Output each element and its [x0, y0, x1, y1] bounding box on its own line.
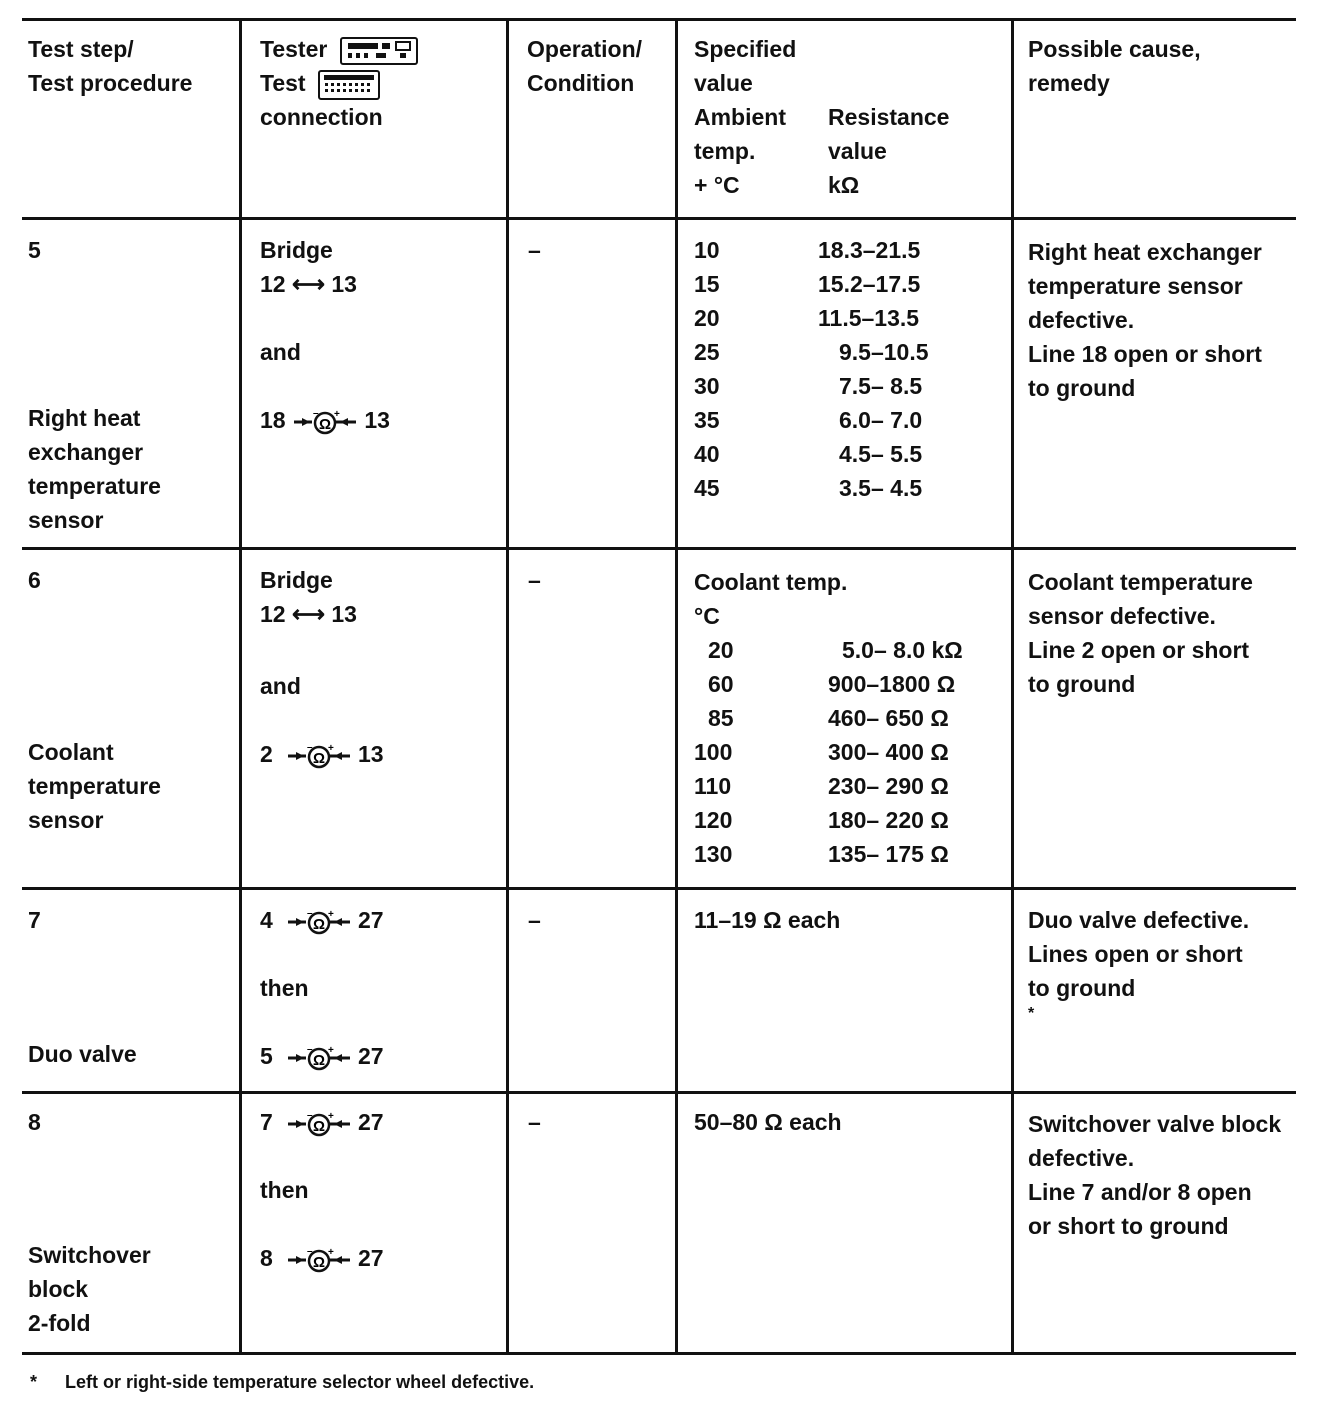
- value-row: 35 6.0– 7.0: [694, 407, 923, 433]
- row6-bottom-border: [22, 887, 1296, 890]
- header-ambient-temp: Ambient temp. + °C: [694, 104, 786, 198]
- ohmmeter-icon: [286, 743, 352, 769]
- ohmmeter-icon: [286, 1111, 352, 1137]
- row5-operation: –: [528, 237, 541, 263]
- footnote-mark: *: [30, 1372, 38, 1392]
- table-top-border: [22, 18, 1296, 21]
- svg-text:Ω: Ω: [312, 1051, 325, 1069]
- svg-text:–: –: [312, 408, 319, 419]
- row5-cause: Right heat exchanger temperature sensor defective. Line 18 open or short to ground: [1028, 239, 1262, 401]
- svg-text:–: –: [306, 1110, 313, 1121]
- value-row: 120 180– 220 Ω: [694, 807, 949, 833]
- value-row: 20 11.5–13.5: [694, 305, 920, 331]
- value-row: 10 18.3–21.5: [694, 237, 921, 263]
- row8-tester: 7 – Ω + 27 then 8 – Ω + 27: [260, 1105, 384, 1275]
- row7-meter-connection-1: 4 – Ω + 27: [260, 907, 384, 933]
- header-resistance: Resistance value kΩ: [828, 104, 950, 198]
- row5-tester: Bridge 12 ⟷ 13 and 18 – Ω + 13: [260, 233, 390, 437]
- header-test-step: Test step/ Test procedure: [28, 36, 193, 96]
- svg-text:–: –: [306, 908, 313, 919]
- row5-meter-connection: 18 – Ω + 13: [260, 407, 390, 433]
- value-row: 25 9.5–10.5: [694, 339, 929, 365]
- svg-text:+: +: [327, 742, 334, 754]
- row7-step: 7: [28, 907, 41, 933]
- row8-meter-connection-2: 8 – Ω + 27: [260, 1245, 384, 1271]
- row8-operation: –: [528, 1109, 541, 1135]
- header-tester: Tester Test connection: [260, 32, 418, 134]
- svg-text:Ω: Ω: [318, 415, 332, 433]
- row7-operation: –: [528, 907, 541, 933]
- value-row: 40 4.5– 5.5: [694, 441, 923, 467]
- footnote-text: Left or right-side temperature selector wheel defective.: [65, 1372, 535, 1392]
- row8-meter-connection-1: 7 – Ω + 27: [260, 1109, 384, 1135]
- value-row: 130 135– 175 Ω: [694, 841, 949, 867]
- value-row: 60 900–1800 Ω: [708, 671, 956, 697]
- row5-values: [694, 233, 994, 505]
- row6-values: Coolant temp. °C 20 5.0– 8.0 kΩ 60 900–1800 Ω 85 460– 650 Ω 100 300– 400 Ω 110 230– 290 Ω 120 180– 220 Ω 130 135– 175 Ω: [694, 565, 1004, 871]
- row7-value: 11–19 Ω each: [694, 907, 841, 933]
- col-divider-3: [675, 18, 678, 1355]
- row7-tester: 4 – Ω + 27 then 5 – Ω + 27: [260, 903, 384, 1073]
- ohmmeter-icon: [286, 909, 352, 935]
- row8-value: 50–80 Ω each: [694, 1109, 842, 1135]
- svg-text:+: +: [333, 408, 340, 420]
- row6-tester: Bridge 12 ⟷ 13 and 2 – Ω + 13: [260, 563, 384, 771]
- col-divider-4: [1011, 18, 1014, 1355]
- test-box-icon: [318, 70, 380, 100]
- svg-text:–: –: [306, 1246, 313, 1257]
- row6-step: 6: [28, 567, 41, 593]
- svg-text:Ω: Ω: [312, 915, 325, 933]
- row6-operation: –: [528, 567, 541, 593]
- ohmmeter-icon: [292, 409, 358, 435]
- svg-text:+: +: [327, 1110, 334, 1122]
- header-specified-value: Specified value: [694, 36, 797, 96]
- row7-procedure: Duo valve: [28, 1041, 137, 1067]
- header-possible-cause: Possible cause, remedy: [1028, 36, 1201, 96]
- row8-cause: Switchover valve block defective. Line 7 and/or 8 open or short to ground: [1028, 1111, 1282, 1239]
- value-row: 30 7.5– 8.5: [694, 373, 923, 399]
- row7-cause: Duo valve defective. Lines open or short to ground *: [1028, 907, 1250, 1022]
- tester-device-icon: [340, 37, 418, 65]
- row6-meter-connection: 2 – Ω + 13: [260, 741, 384, 767]
- row8-step: 8: [28, 1109, 41, 1135]
- col-divider-1: [239, 18, 242, 1355]
- svg-text:Ω: Ω: [312, 1253, 325, 1271]
- row6-cause: Coolant temperature sensor defective. Line 2 open or short to ground: [1028, 569, 1253, 697]
- value-row: 15 15.2–17.5: [694, 271, 921, 297]
- ohmmeter-icon: [286, 1247, 352, 1273]
- row5-step: 5: [28, 237, 41, 263]
- ohmmeter-icon: [286, 1045, 352, 1071]
- row5-bottom-border: [22, 547, 1296, 550]
- col-divider-2: [506, 18, 509, 1355]
- svg-text:–: –: [306, 1044, 313, 1055]
- svg-text:+: +: [327, 1246, 334, 1258]
- svg-text:–: –: [306, 742, 313, 753]
- value-row: 110 230– 290 Ω: [694, 773, 949, 799]
- row6-procedure: Coolant temperature sensor: [28, 739, 161, 833]
- header-bottom-border: [22, 217, 1296, 220]
- svg-text:Ω: Ω: [312, 1117, 325, 1135]
- value-row: 85 460– 650 Ω: [708, 705, 949, 731]
- row8-procedure: Switchover block 2-fold: [28, 1242, 151, 1336]
- svg-text:+: +: [327, 1044, 334, 1056]
- svg-text:+: +: [327, 908, 334, 920]
- header-operation: Operation/ Condition: [527, 36, 643, 96]
- row5-procedure: Right heat exchanger temperature sensor: [28, 405, 161, 533]
- row7-meter-connection-2: 5 – Ω + 27: [260, 1043, 384, 1069]
- footnote: [30, 1372, 534, 1393]
- value-row: 20 5.0– 8.0 kΩ: [708, 637, 963, 663]
- svg-text:Ω: Ω: [312, 749, 325, 767]
- row7-bottom-border: [22, 1091, 1296, 1094]
- value-row: 100 300– 400 Ω: [694, 739, 949, 765]
- table-bottom-border: [22, 1352, 1296, 1355]
- value-row: 45 3.5– 4.5: [694, 475, 923, 501]
